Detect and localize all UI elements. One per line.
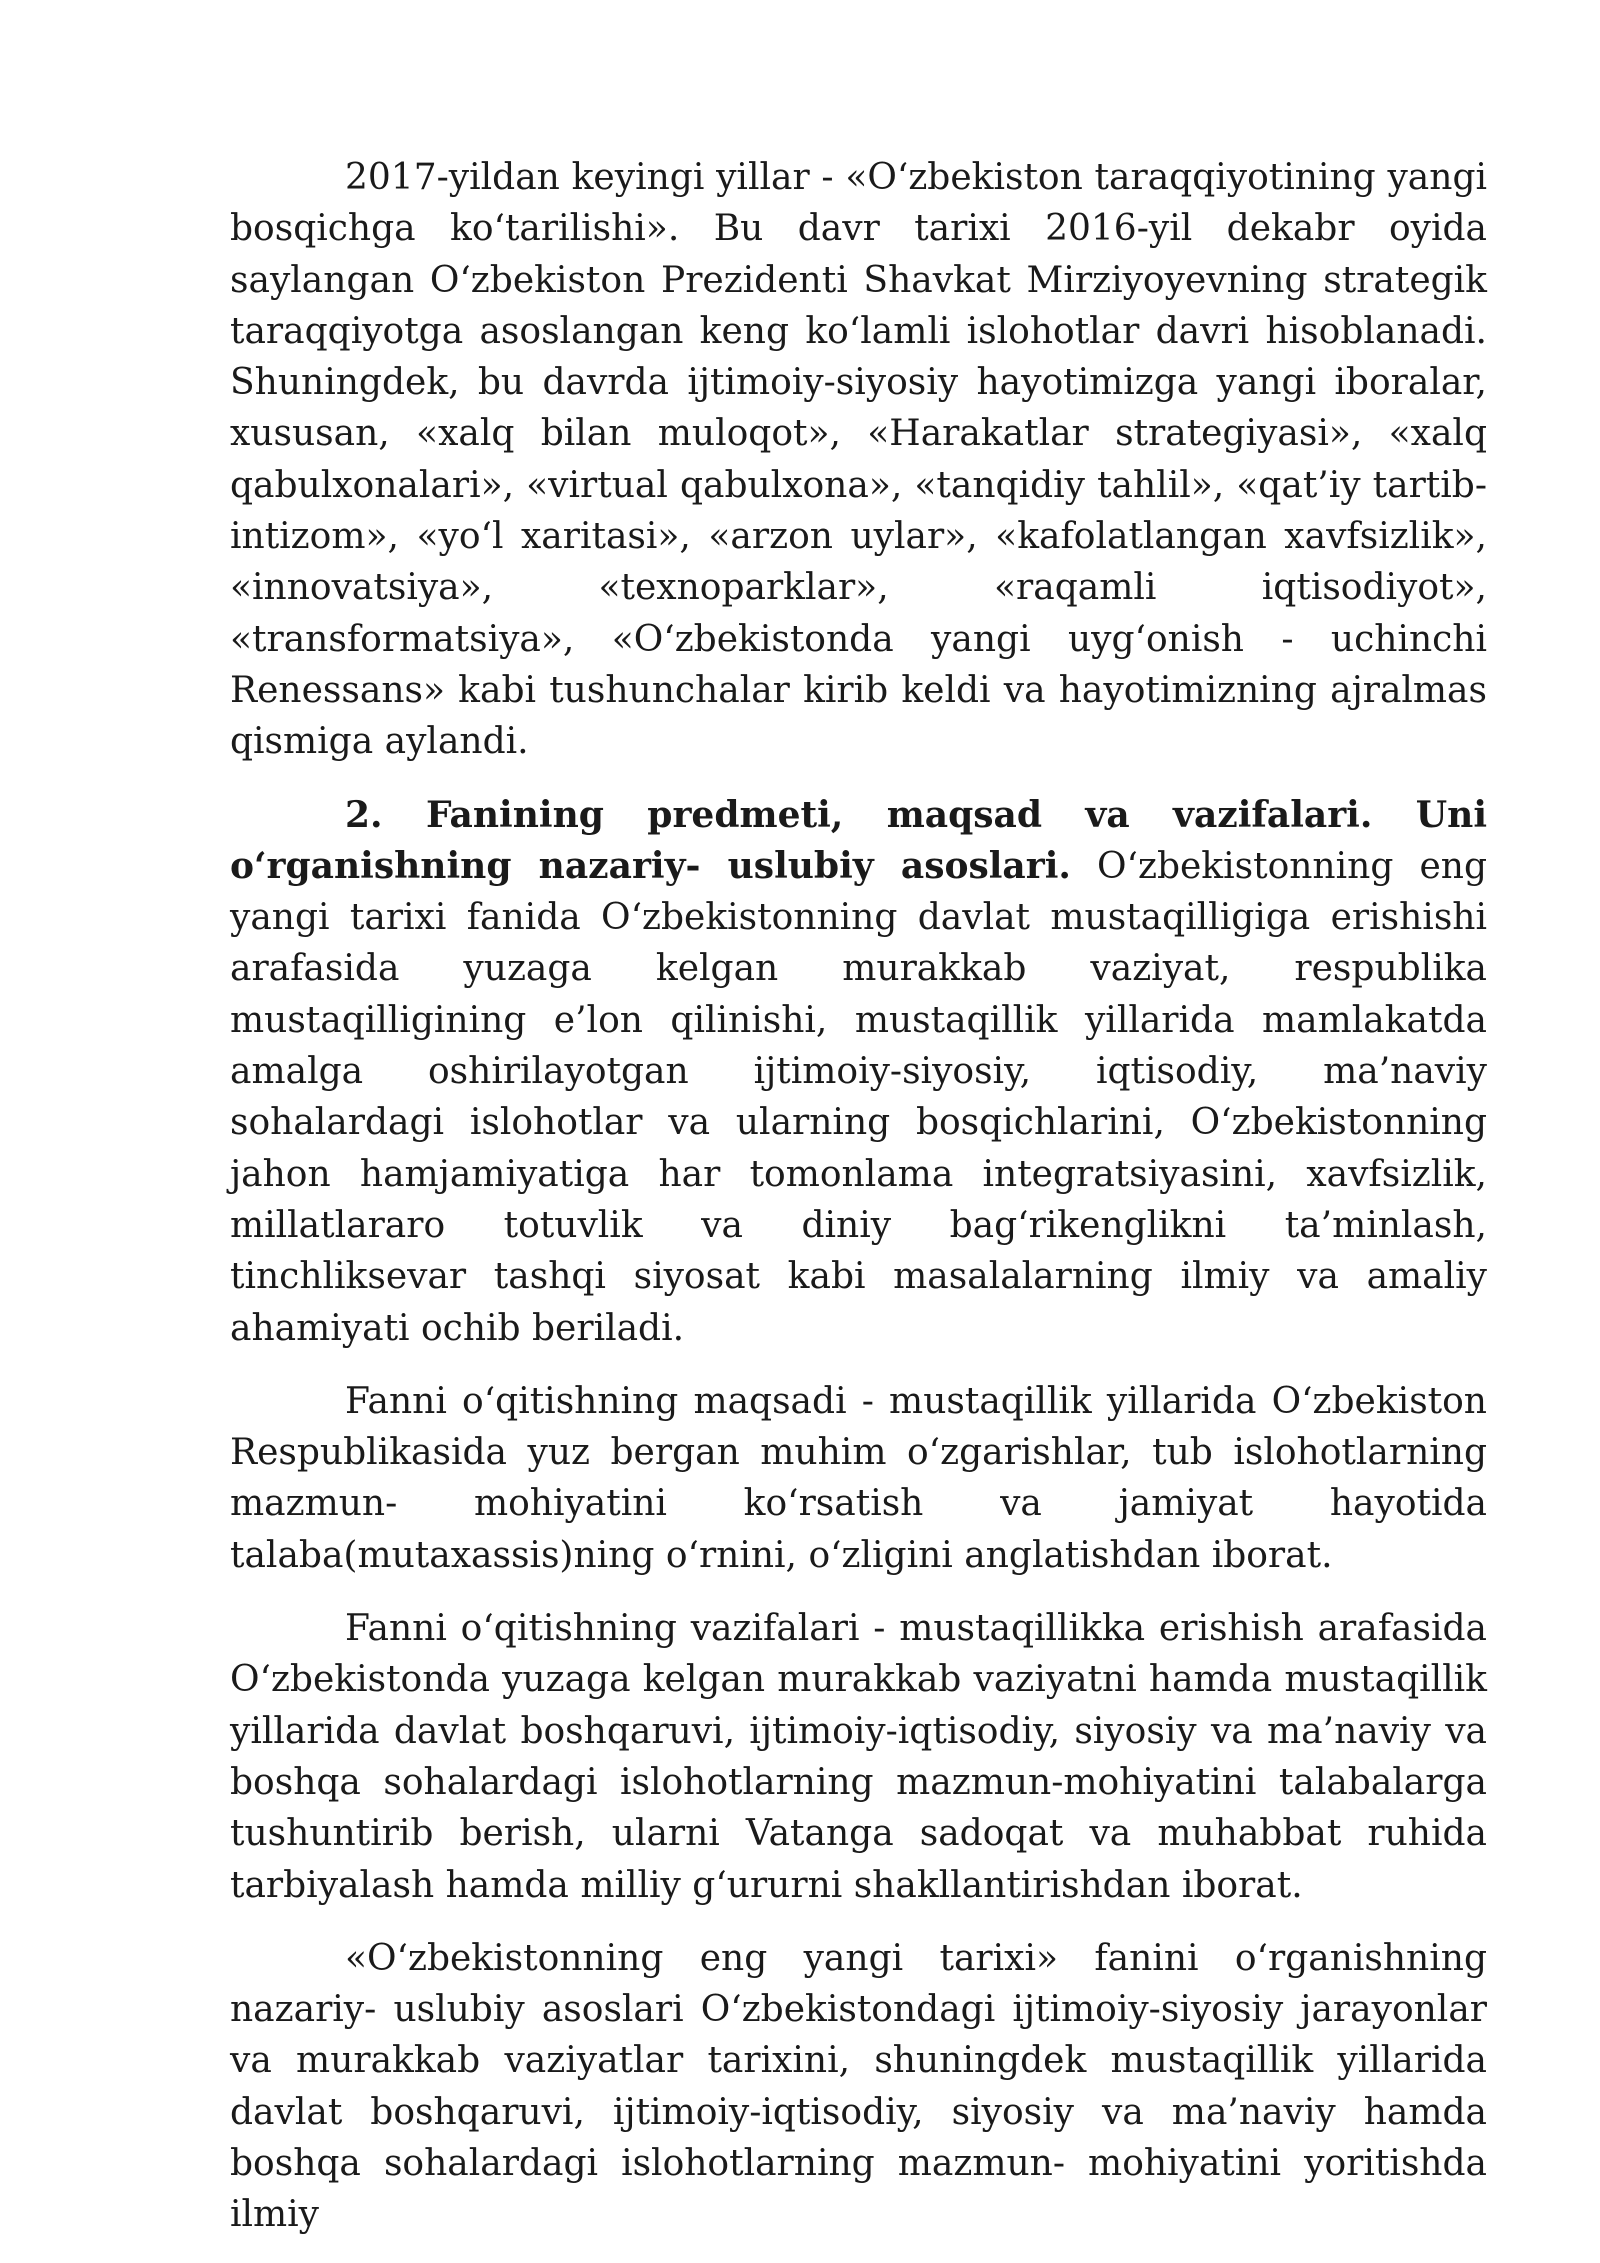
paragraph-text: Fanni o‘qitishning vazifalari - mustaqillikka erishish arafasida O‘zbekistonda yuzaga kelgan murakkab vaziyatni hamda mustaqillik yillarida davlat boshqaruvi, ijtimoiy-iqtisodiy, siyosiy va ma’naviy va boshqa sohalardagi islohotlarning mazmun-mohiyatini talabalarga tushuntirib berish, ularni Vatanga sadoqat va muhabbat ruhida tarbiyalash hamda milliy g‘ururni shakllantirishdan iborat.	[230, 1608, 1487, 1906]
paragraph-goal	[230, 1376, 1487, 1581]
paragraph-intro	[230, 152, 1487, 768]
paragraph-section-2	[230, 790, 1487, 1354]
paragraph-tasks	[230, 1603, 1487, 1911]
document-page	[230, 152, 1487, 2263]
paragraph-text: O‘zbekistonning eng yangi tarixi fanida O‘zbekistonning davlat mustaqilligiga erishishi arafasida yuzaga kelgan murakkab vaziyat, respublika mustaqilligining e’lon qilinishi, mustaqillik yillarida mamlakatda amalga oshirilayotgan ijtimoiy-siyosiy, iqtisodiy, ma’naviy sohalardagi islohotlar va ularning bosqichlarini, O‘zbekistonning jahon hamjamiyatiga har tomonlama integratsiyasini, xavfsizlik, millatlararo totuvlik va diniy bag‘rikenglikni ta’minlash, tinchliksevar tashqi siyosat kabi masalalarning ilmiy va amaliy ahamiyati ochib beriladi.	[230, 845, 1487, 1349]
section-heading: 2. Fanining predmeti, maqsad va vazifalari. Uni o‘rganishning nazariy- uslubiy asoslari.	[230, 793, 1487, 887]
paragraph-text: «O‘zbekistonning eng yangi tarixi» fanini o‘rganishning nazariy- uslubiy asoslari O‘zbekistondagi ijtimoiy-siyosiy jarayonlar va murakkab vaziyatlar tarixini, shuningdek mustaqillik yillarida davlat boshqaruvi, ijtimoiy-iqtisodiy, siyosiy va ma’naviy hamda boshqa sohalardagi islohotlarning mazmun- mohiyatini yoritishda ilmiy	[230, 1937, 1487, 2236]
paragraph-text: 2017-yildan keyingi yillar - «O‘zbekiston taraqqiyotining yangi bosqichga ko‘tarilishi». Bu davr tarixi 2016-yil dekabr oyida saylangan O‘zbekiston Prezidenti Shavkat Mirziyoyevning strategik taraqqiyotga asoslangan keng ko‘lamli islohotlar davri hisoblanadi. Shuningdek, bu davrda ijtimoiy-siyosiy hayotimizga yangi iboralar, xususan, «xalq bilan muloqot», «Harakatlar strategiyasi», «xalq qabulxonalari», «virtual qabulxona», «tanqidiy tahlil», «qat’iy tartib-intizom», «yo‘l xaritasi», «arzon uylar», «kafolatlangan xavfsizlik», «innovatsiya», «texnoparklar», «raqamli iqtisodiyot», «transformatsiya», «O‘zbekistonda yangi uyg‘onish - uchinchi Renessans» kabi tushunchalar kirib keldi va hayotimizning ajralmas qismiga aylandi.	[230, 157, 1487, 763]
paragraph-methodology	[230, 1933, 1487, 2241]
paragraph-text: Fanni o‘qitishning maqsadi - mustaqillik yillarida O‘zbekiston Respublikasida yuz bergan muhim o‘zgarishlar, tub islohotlarning mazmun- mohiyatini ko‘rsatish va jamiyat hayotida talaba(mutaxassis)ning o‘rnini, o‘zligini anglatishdan iborat.	[230, 1380, 1487, 1576]
